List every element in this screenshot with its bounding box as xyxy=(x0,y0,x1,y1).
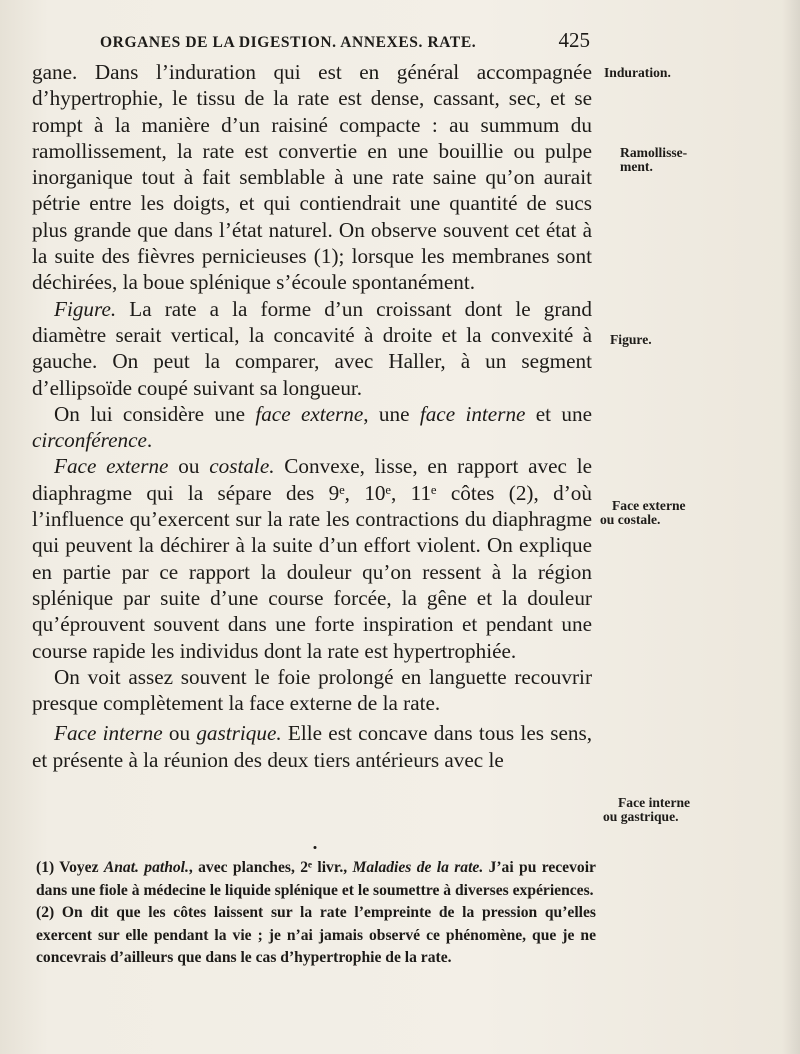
footnotes xyxy=(36,857,596,970)
face-externe-lead-c: costale. xyxy=(209,454,275,479)
margin-note-face-externe-1: Face externe xyxy=(612,498,686,513)
considerations-face-interne: face interne xyxy=(419,401,526,426)
margin-note-face-interne-2: ou gastrique. xyxy=(603,809,679,824)
face-interne-lead-c: gastrique. xyxy=(196,721,282,746)
paragraph-figure-text: La rate a la forme d’un croissant dont le grand diamètre serait vertical, la concavité à droite et la convexité à gauche. On peut la comparer, avec Haller, à un segment d’ellipsoïde coupé suivant sa longueur. xyxy=(32,296,592,400)
considerations-part-3: et une xyxy=(525,401,592,426)
considerations-part-2: , une xyxy=(363,401,420,426)
face-interne-lead-a: Face interne xyxy=(54,721,163,746)
running-header xyxy=(100,28,590,53)
footnote-1-part-a: (1) Voyez xyxy=(36,859,104,876)
main-text xyxy=(32,59,592,773)
margin-note-face-interne-1: Face interne xyxy=(618,795,691,810)
footnote-1-part-b: , avec planches, 2ᵉ livr., xyxy=(188,859,353,876)
footnote-1-maladies: Maladies de la rate. xyxy=(352,859,484,876)
paragraph-face-interne xyxy=(32,720,592,773)
footnote-divider-dot xyxy=(310,846,320,849)
paragraph-foie: On voit assez souvent le foie prolongé en languette recouvrir presque complètement la face externe de la rate. xyxy=(32,664,592,716)
considerations-part-1: On lui considère une xyxy=(54,401,256,426)
page-number: 425 xyxy=(558,28,590,52)
face-externe-text: Convexe, lisse, en rapport avec le diaphragme qui la sépare des 9ᵉ, 10ᵉ, 11ᵉ côtes (2), d’où l’influence qu’exercent sur la rate les contractions du diaphragme qui peuvent la déchirer à la suite d’un effort violent. On explique en partie par ce rapport la douleur qu’on ressent à la région splénique par suite d’une course forcée, la gêne et la douleur qu’éprouvent souvent dans une forte inspiration et pendant une course rapide les individus dont la rate est hypertrophiée. xyxy=(32,454,593,663)
paragraph-face-externe xyxy=(32,453,592,663)
footnote-2: (2) On dit que les côtes laissent sur la rate l’empreinte de la pression qu’elles exercent sur elle pendant la vie ; je n’ai jamais observé ce phénomène, que je ne concevrais d’ailleurs que dans le cas d’hypertrophie de la rate. xyxy=(36,904,596,966)
face-interne-lead-b: ou xyxy=(162,721,197,746)
footnote-1 xyxy=(36,857,596,902)
considerations-part-4: . xyxy=(146,428,153,453)
face-externe-lead-b: ou xyxy=(168,454,210,479)
paragraph-induration: gane. Dans l’induration qui est en général accompagnée d’hypertrophie, le tissu de la rate est dense, cassant, sec, et se rompt à la manière d’un raisiné compacte : au summum du ramollissement, la rate est convertie en une bouillie ou pulpe inorganique tout à fait semblable à une rate saine qu’on aurait pétrie entre les doigts, et qui contiendrait une quantité de sucs plus grande que dans l’état naturel. On observe souvent cet état à la suite des fièvres pernicieuses (1); lorsque les membranes sont déchirées, la boue splénique s’écoule spontanément. xyxy=(32,60,592,295)
face-externe-lead-a: Face externe xyxy=(54,454,169,479)
paragraph-considerations xyxy=(32,401,592,454)
paragraph-figure-lead: Figure. xyxy=(54,296,117,321)
margin-note-induration: Induration. xyxy=(604,65,671,80)
margin-note-face-externe-2: ou costale. xyxy=(600,512,661,527)
considerations-circonference: circonférence xyxy=(32,428,147,453)
paragraph-figure xyxy=(32,296,592,401)
face-interne-text: Elle est concave dans tous les sens, et présente à la réunion des deux tiers antérieurs avec le xyxy=(32,721,593,772)
page-edge-shadow xyxy=(782,0,800,1054)
margin-note-figure: Figure. xyxy=(610,332,652,347)
considerations-face-externe: face externe xyxy=(255,401,364,426)
margin-note-ramollissement: Ramollisse-ment. xyxy=(620,145,688,174)
running-title: ORGANES DE LA DIGESTION. ANNEXES. RATE. xyxy=(100,34,477,51)
footnote-1-part-c: J’ai pu recevoir dans une fiole à médecine le liquide splénique et le soumettre à diverses expériences. xyxy=(36,859,596,899)
footnote-1-anat-pathol: Anat. pathol. xyxy=(103,859,189,876)
